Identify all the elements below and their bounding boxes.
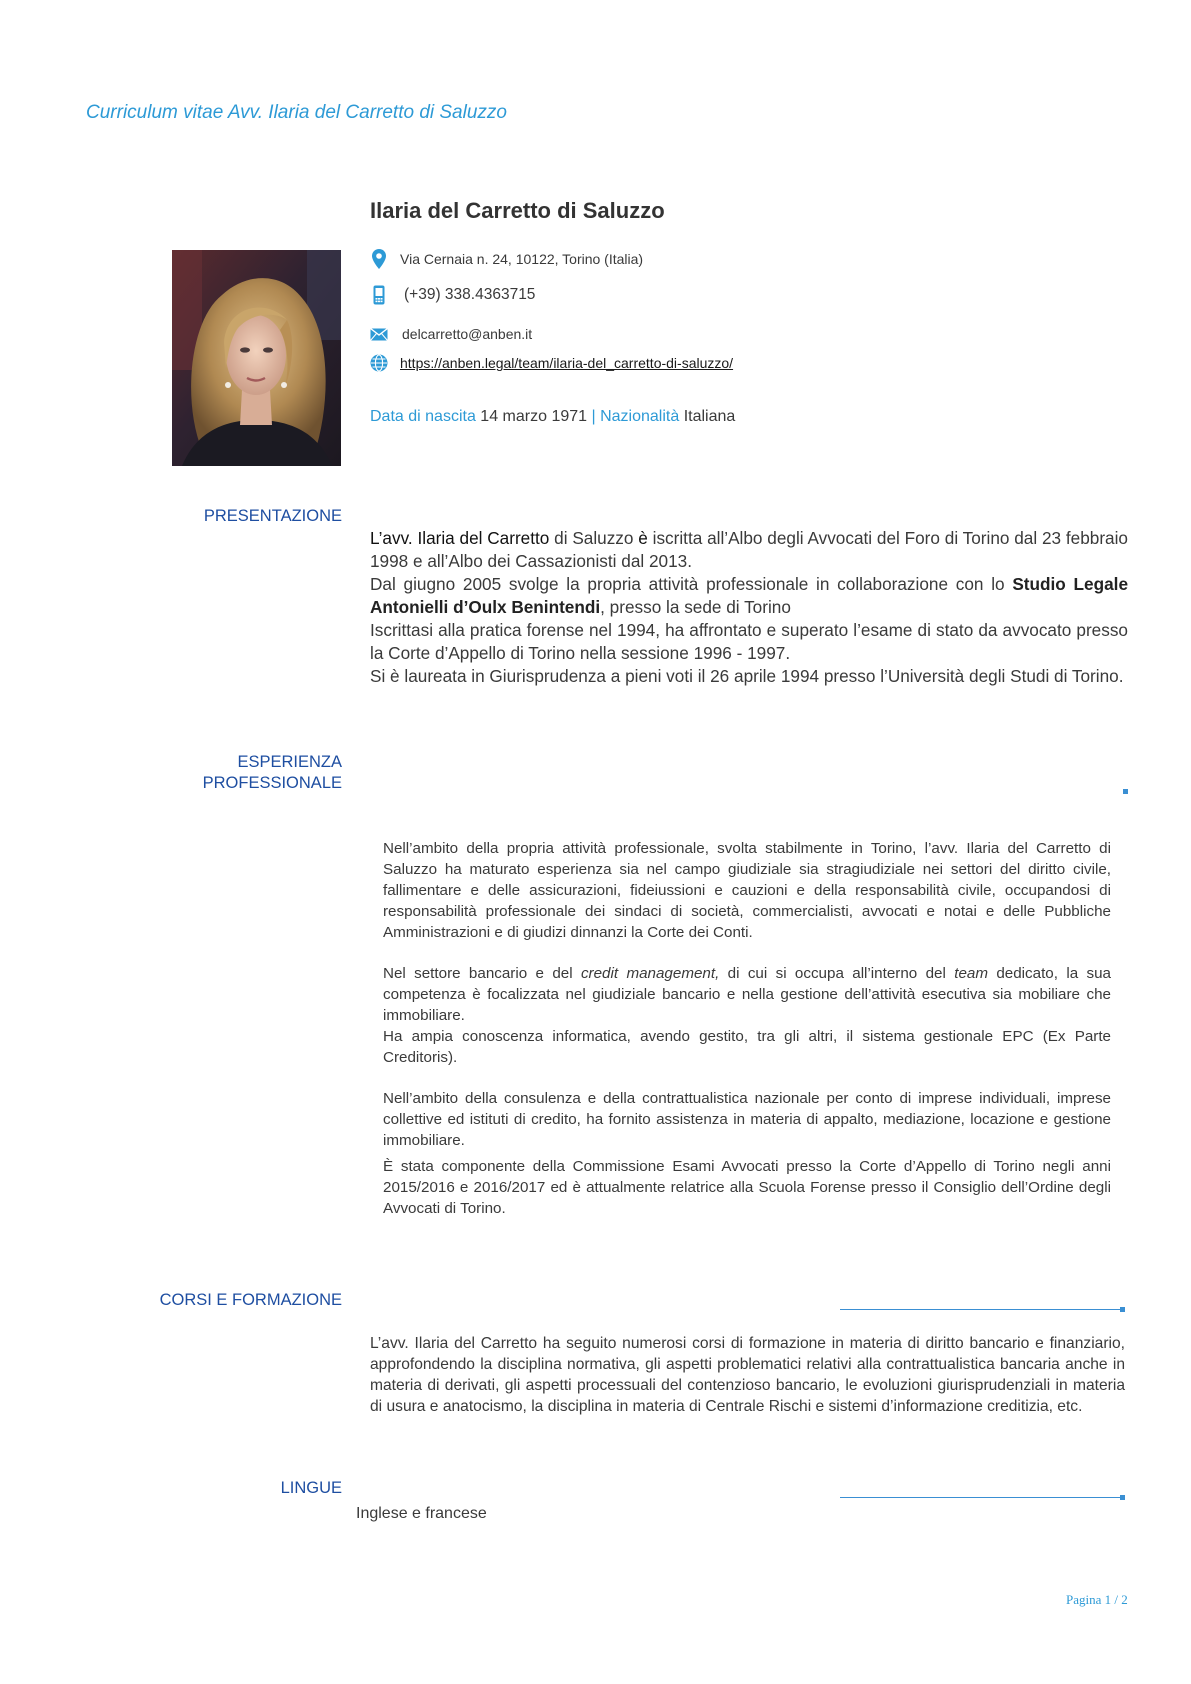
- person-name: Ilaria del Carretto di Saluzzo: [370, 198, 665, 223]
- nationality-label: Nazionalità: [600, 408, 680, 425]
- address-text: Via Cernaia n. 24, 10122, Torino (Italia): [400, 251, 644, 267]
- section-rule-lingue: [840, 1497, 1121, 1498]
- document-title: Curriculum vitae Avv. Ilaria del Carretto di Saluzzo: [86, 102, 507, 123]
- contact-address: [370, 247, 643, 271]
- globe-icon: [370, 353, 388, 373]
- profile-photo-portrait: [172, 250, 341, 466]
- esperienza-paragraph-2: Nel settore bancario e del credit management, di cui si occupa all’interno del team dedicato, la sua competenza è focalizzata nel giudiziale bancario e nella gestione dell’attività esecutiva sia mobiliare che immobiliare.: [383, 965, 1111, 1024]
- presentazione-paragraph-4: Si è laureata in Giurisprudenza a pieni voti il 26 aprile 1994 presso l’Università degli Studi di Torino.: [370, 666, 1124, 686]
- envelope-icon: [370, 324, 388, 344]
- map-pin-icon: [370, 249, 388, 269]
- section-marker-esperienza: [1123, 789, 1128, 794]
- presentazione-paragraph-1: L’avv. Ilaria del Carretto di Saluzzo è iscritta all’Albo degli Avvocati del Foro di Torino dal 23 febbraio 1998 e all’Albo dei Cassazionisti dal 2013.: [370, 528, 1128, 571]
- section-label-esperienza: ESPERIENZA PROFESSIONALE: [202, 753, 342, 792]
- mobile-phone-icon: [370, 285, 388, 305]
- page-number: Pagina 1 / 2: [1066, 1592, 1128, 1607]
- section-label-corsi: CORSI E FORMAZIONE: [159, 1291, 342, 1309]
- presentazione-paragraph-3: Iscrittasi alla pratica forense nel 1994, ha affrontato e superato l’esame di stato da avvocato presso la Corte d’Appello di Torino nella sessione 1996 - 1997.: [370, 620, 1128, 663]
- contact-phone: [370, 283, 535, 307]
- phone-text: (+39) 338.4363715: [404, 286, 536, 303]
- profile-photo: [172, 250, 341, 466]
- section-label-presentazione: PRESENTAZIONE: [203, 507, 342, 525]
- esperienza-paragraph-3: Ha ampia conoscenza informatica, avendo gestito, tra gli altri, il sistema gestionale EPC (Ex Parte Creditoris).: [383, 1028, 1111, 1066]
- page-current: 1: [1104, 1592, 1112, 1607]
- contact-website: [370, 351, 733, 375]
- birth-nationality: [370, 408, 735, 426]
- esperienza-paragraph-1: Nell’ambito della propria attività professionale, svolta stabilmente in Torino, l’avv. Ilaria del Carretto di Saluzzo ha maturato esperienza sia nel campo giudiziale sia stragiudiziale nei settori del diritto civile, fallimentare e delle assicurazioni, fideiussioni e cauzioni e della responsabilità civile, occupandosi di responsabilità professionale dei sindaci di società, commercialisti, avvocati e notai e delle Pubbliche Amministrazioni e di giudizi dinnanzi la Corte dei Conti.: [383, 840, 1111, 941]
- contact-email: [370, 322, 532, 346]
- section-marker-corsi: [1120, 1307, 1125, 1312]
- email-text: delcarretto@anben.it: [402, 326, 533, 342]
- section-marker-lingue: [1120, 1495, 1125, 1500]
- nationality-value: Italiana: [683, 408, 736, 425]
- presentazione-text: [370, 527, 1128, 688]
- esperienza-paragraph-5: È stata componente della Commissione Esami Avvocati presso la Corte d’Appello di Torino negli anni 2015/2016 e 2016/2017 ed è attualmente relatrice alla Scuola Forense presso il Consiglio dell’Ordine degli Avvocati di Torino.: [383, 1158, 1111, 1217]
- page-label: Pagina: [1066, 1592, 1102, 1607]
- separator: |: [591, 408, 596, 425]
- page-total: 2: [1121, 1592, 1128, 1607]
- website-link[interactable]: https://anben.legal/team/ilaria-del_carretto-di-saluzzo/: [400, 355, 734, 371]
- lingue-text: Inglese e francese: [356, 1505, 487, 1522]
- section-label-lingue: LINGUE: [280, 1479, 342, 1497]
- section-rule-corsi: [840, 1309, 1121, 1310]
- birth-value: 14 marzo 1971: [480, 408, 588, 425]
- presentazione-paragraph-2: Dal giugno 2005 svolge la propria attività professionale in collaborazione con lo Studio Legale Antonielli d’Oulx Benintendi, presso la sede di Torino: [370, 574, 1128, 617]
- corsi-text: L’avv. Ilaria del Carretto ha seguito numerosi corsi di formazione in materia di diritto bancario e finanziario, approfondendo la disciplina normativa, gli aspetti problematici relativi alla contrattualistica bancaria anche in materia di derivati, gli aspetti processuali del contenzioso bancario, le evoluzioni giurisprudenziali in materia di usura e anatocismo, la disciplina in materia di Centrale Rischi e sistemi d’informazione creditizia, etc.: [370, 1335, 1125, 1415]
- birth-label: Data di nascita: [370, 408, 476, 425]
- esperienza-text: [383, 838, 1111, 1219]
- esperienza-paragraph-4: Nell’ambito della consulenza e della contrattualistica nazionale per conto di imprese individuali, imprese collettive ed istituti di credito, ha fornito assistenza in materia di appalto, mediazione, locazione e gestione immobiliare.: [383, 1090, 1111, 1149]
